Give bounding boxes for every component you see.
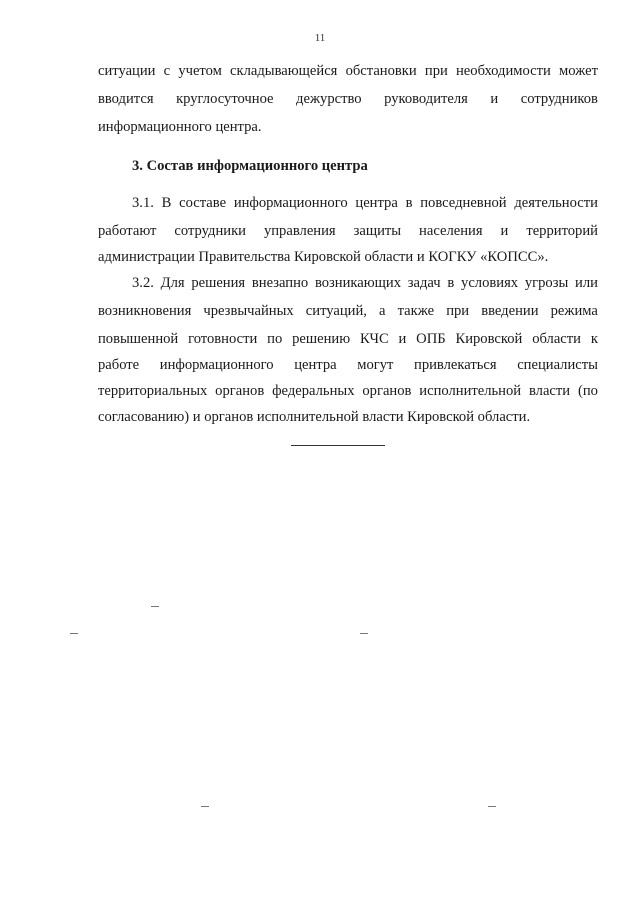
word: в [447, 275, 455, 291]
word: Кировской [455, 331, 523, 347]
word: центра [355, 195, 398, 211]
word: сотрудники [174, 223, 246, 239]
text-line [132, 274, 598, 292]
word: в [405, 195, 413, 211]
scan-speck [151, 606, 159, 607]
scan-speck [70, 633, 78, 634]
word: обстановки [345, 63, 417, 79]
word: угрозы [524, 275, 569, 291]
word: территориальных [98, 383, 208, 399]
text-line [98, 90, 598, 108]
word: возникающих [314, 275, 402, 291]
word: решению [292, 331, 351, 347]
text-line: информационного центра. [98, 119, 262, 135]
word: привлекаться [414, 357, 497, 373]
text-line [132, 194, 598, 212]
word: необходимости [455, 63, 551, 79]
word: КЧС [359, 331, 389, 347]
word: введении [481, 303, 539, 319]
word: деятельности [514, 195, 598, 211]
word: органов [362, 383, 412, 399]
word: сотрудников [520, 91, 598, 107]
word: центра [294, 357, 337, 373]
word: чрезвычайных [203, 303, 294, 319]
word: и [500, 223, 509, 239]
word: исполнительной [419, 383, 522, 399]
word: условиях [461, 275, 519, 291]
word: повседневной [420, 195, 507, 211]
word: по [267, 331, 283, 347]
word: круглосуточное [176, 91, 274, 107]
word: ОПБ [416, 331, 446, 347]
word: повышенной [98, 331, 179, 347]
word: при [446, 303, 470, 319]
scan-speck [201, 806, 209, 807]
text-line [98, 222, 598, 240]
word: руководителя [384, 91, 468, 107]
word: режима [550, 303, 598, 319]
word: вводится [98, 91, 154, 107]
text-line: администрации Правительства Кировской области и КОГКУ «КОПСС». [98, 249, 549, 265]
word: власти [528, 383, 571, 399]
text-line [98, 356, 598, 374]
scan-speck [488, 806, 496, 807]
word: могут [357, 357, 394, 373]
word: внезапно [251, 275, 309, 291]
word: работе [98, 357, 140, 373]
word: федеральных [272, 383, 355, 399]
word: дежурство [296, 91, 362, 107]
word: готовности [188, 331, 258, 347]
word: защиты [353, 223, 402, 239]
end-rule [291, 445, 385, 446]
word: учетом [178, 63, 222, 79]
word: при [424, 63, 448, 79]
word: территорий [526, 223, 598, 239]
word: может [559, 63, 598, 79]
word: ситуации [98, 63, 156, 79]
text-line [98, 302, 598, 320]
word: возникновения [98, 303, 192, 319]
page-number: 11 [314, 32, 326, 44]
scan-speck [360, 633, 368, 634]
word: и [490, 91, 499, 107]
word: к [590, 331, 598, 347]
word: с [163, 63, 171, 79]
word: 3.1. [132, 195, 154, 211]
word: или [575, 275, 598, 291]
word: населения [419, 223, 483, 239]
word: ситуаций, [305, 303, 367, 319]
text-line [98, 382, 598, 400]
word: и [398, 331, 407, 347]
word: складывающейся [230, 63, 338, 79]
word: управления [263, 223, 336, 239]
word: а [379, 303, 386, 319]
word: специалисты [517, 357, 598, 373]
word: работают [98, 223, 157, 239]
section-heading: 3. Состав информационного центра [132, 158, 368, 174]
word: 3.2. [132, 275, 154, 291]
word: информационного [159, 357, 274, 373]
word: составе [179, 195, 227, 211]
word: органов [215, 383, 265, 399]
word: Для [160, 275, 185, 291]
text-line: согласованию) и органов исполнительной власти Кировской области. [98, 409, 531, 425]
word: решения [191, 275, 246, 291]
text-line [98, 330, 598, 348]
word: области [532, 331, 581, 347]
word: также [397, 303, 435, 319]
word: В [161, 195, 172, 211]
word: (по [577, 383, 598, 399]
word: информационного [233, 195, 348, 211]
text-line [98, 62, 598, 80]
word: задач [407, 275, 441, 291]
